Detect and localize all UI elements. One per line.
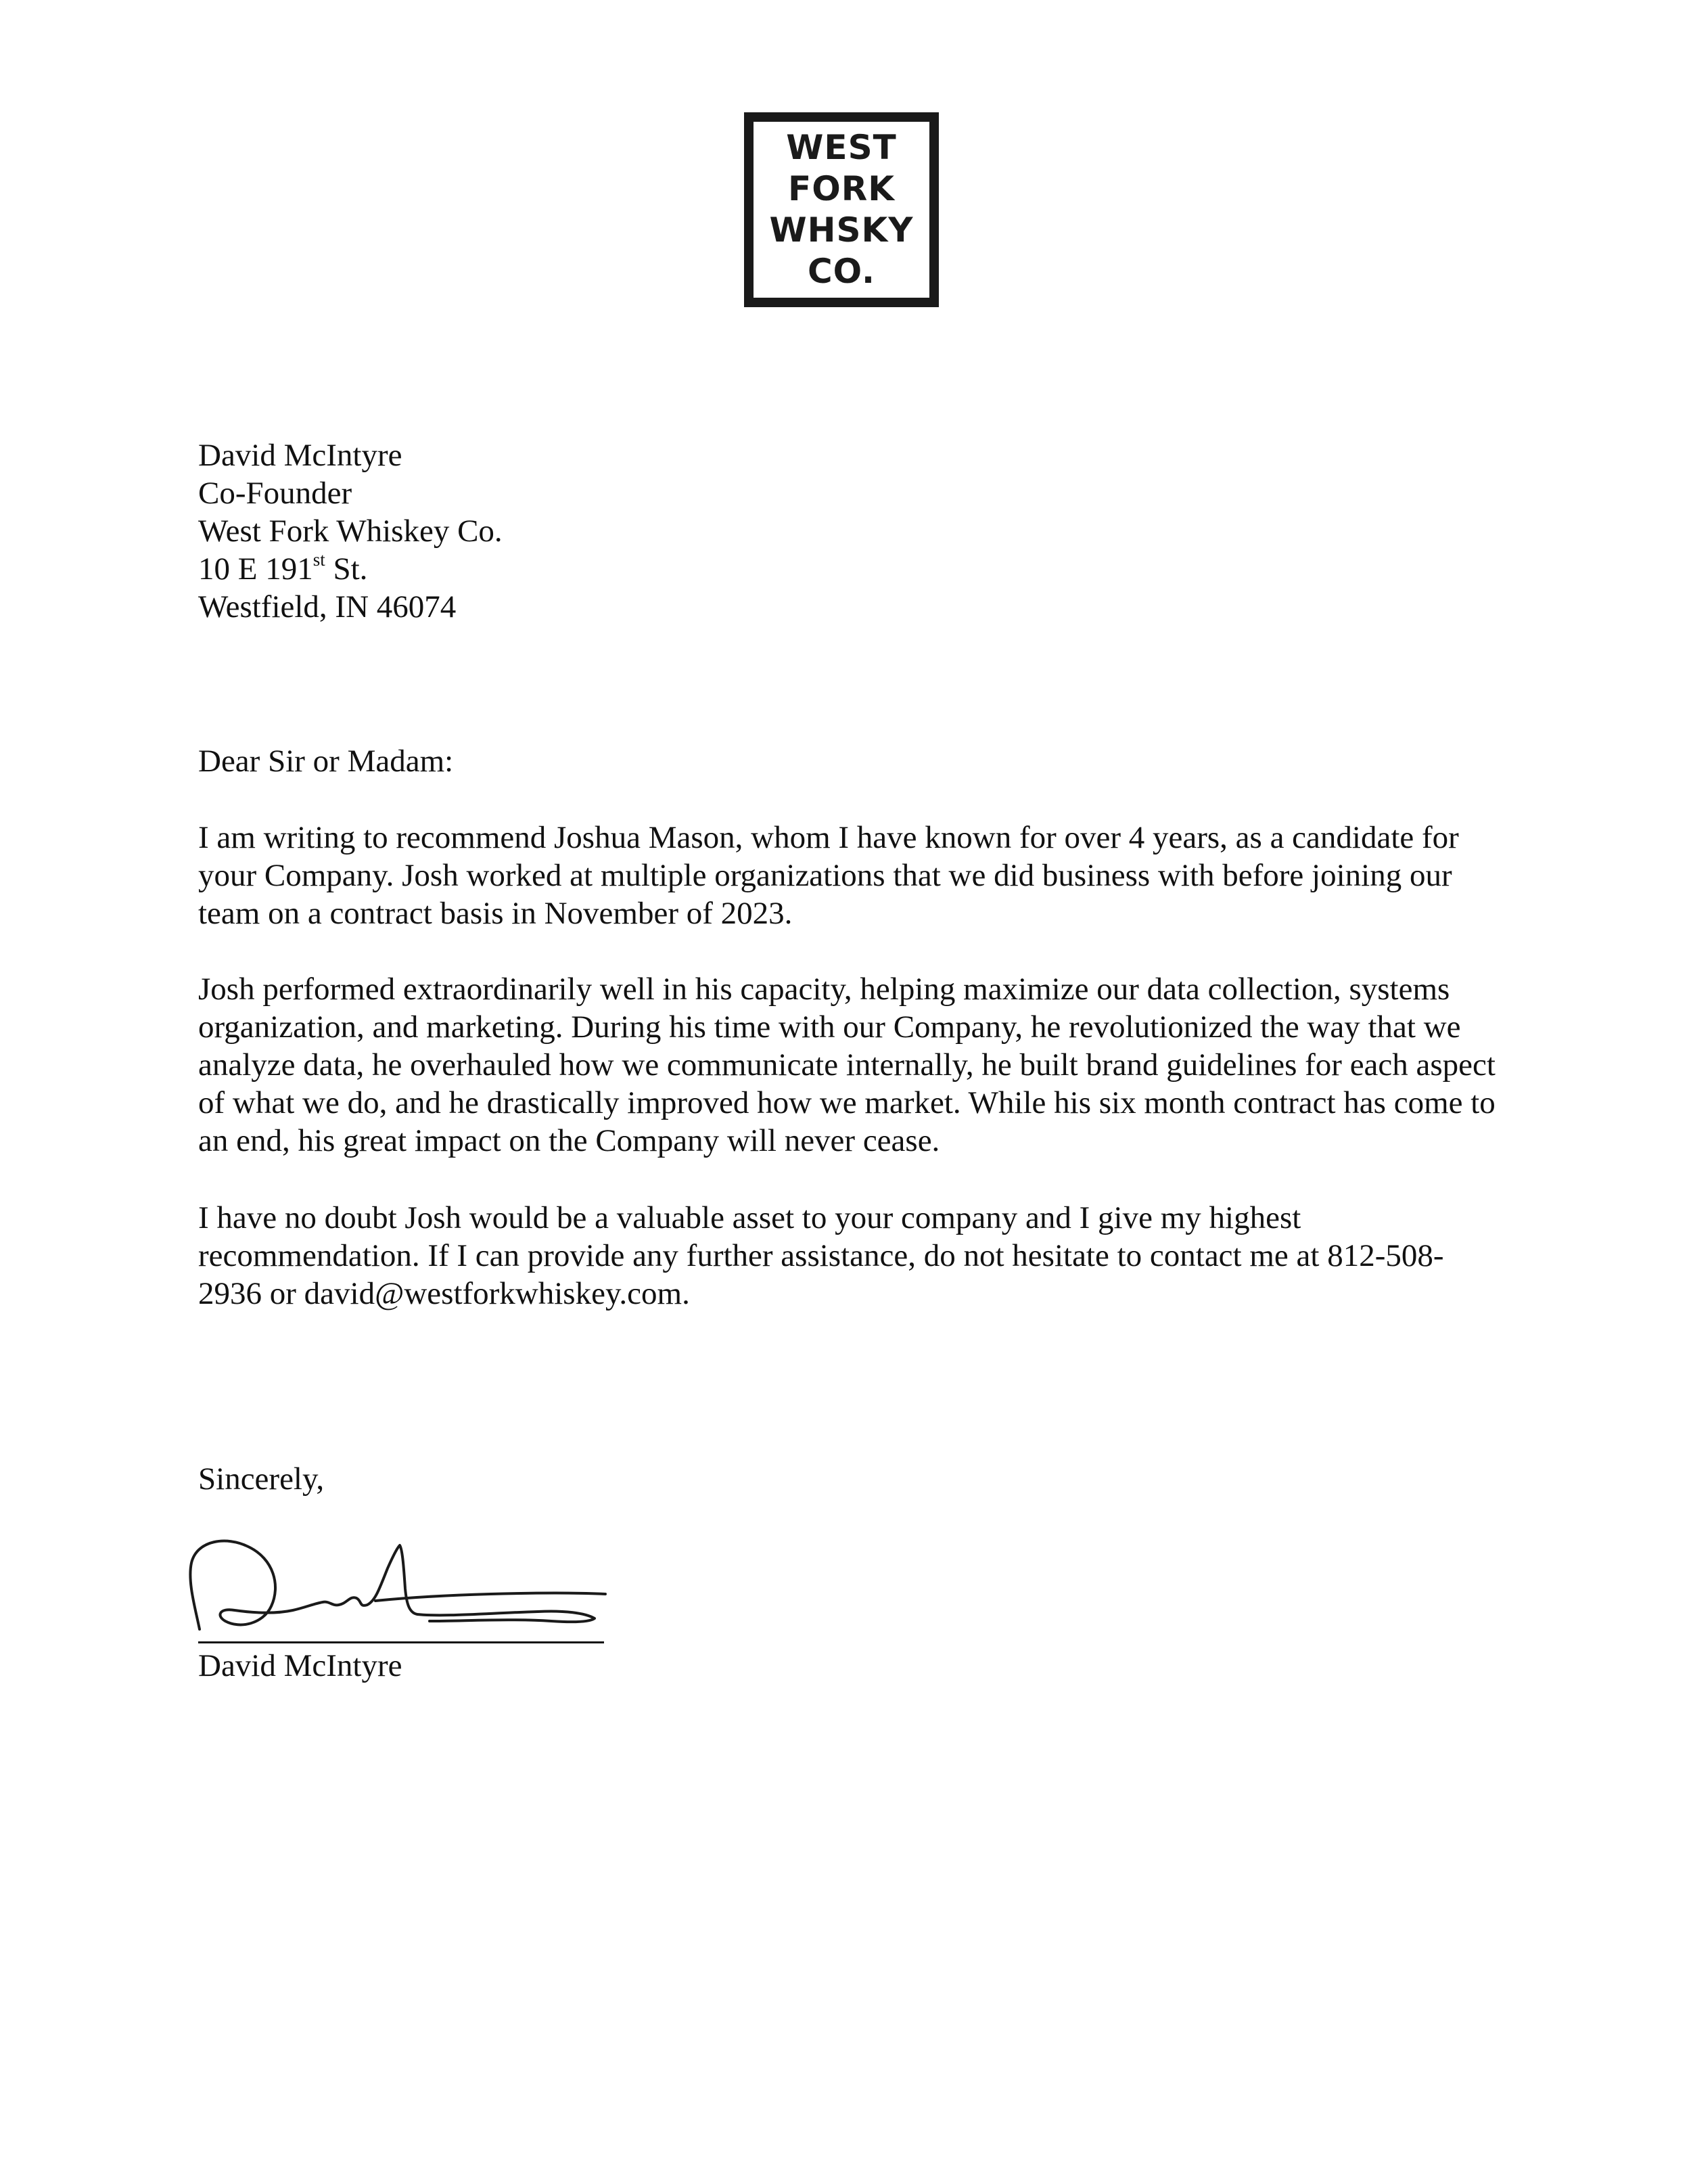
company-logo <box>744 112 939 307</box>
logo-line-3: WHSKY <box>769 210 914 250</box>
sender-company: West Fork Whiskey Co. <box>198 514 503 549</box>
body-paragraph-1 <box>198 819 1497 932</box>
paragraph-3-text: I have no doubt Josh would be a valuable asset to your company and I give my highest recommendation. If I can provide any further assistance, do not hesitate to contact me at 812-508-2936 or david@westforkwhiskey.com. <box>198 1200 1444 1311</box>
sender-title: Co-Founder <box>198 476 352 511</box>
paragraph-1-text: I am writing to recommend Joshua Mason, whom I have known for over 4 years, as a candidate for your Company. Josh worked at multiple organizations that we did business with before joining our team on a contract basis in November of 2023. <box>198 820 1459 931</box>
street-ordinal: st <box>312 549 325 570</box>
body-paragraph-2 <box>198 970 1497 1160</box>
signature-name: David McIntyre <box>198 1648 402 1683</box>
logo-line-4: CO. <box>807 252 876 291</box>
logo-line-2: FORK <box>788 169 895 208</box>
logo-line-1: WEST <box>786 128 897 167</box>
closing: Sincerely, <box>198 1461 325 1497</box>
signature-line <box>198 1641 604 1643</box>
street-rest: St. <box>325 551 368 587</box>
sender-name: David McIntyre <box>198 438 402 473</box>
sender-address <box>198 436 1497 626</box>
sender-city-state-zip: Westfield, IN 46074 <box>198 589 457 624</box>
body-paragraph-3 <box>198 1199 1497 1313</box>
paragraph-2-text: Josh performed extraordinarily well in his capacity, helping maximize our data collection, systems organization, and marketing. During his time with our Company, he revolutionized the way that we analyze data, he overhauled how we communicate internally, he built brand guidelines for each aspect of what we do, and he drastically improved how we market. While his six month contract has come to an end, his great impact on the Company will never cease. <box>198 972 1496 1158</box>
handwritten-signature <box>172 1528 619 1636</box>
sender-street <box>198 550 1497 588</box>
salutation: Dear Sir or Madam: <box>198 744 454 779</box>
street-number: 10 E 191 <box>198 551 313 587</box>
